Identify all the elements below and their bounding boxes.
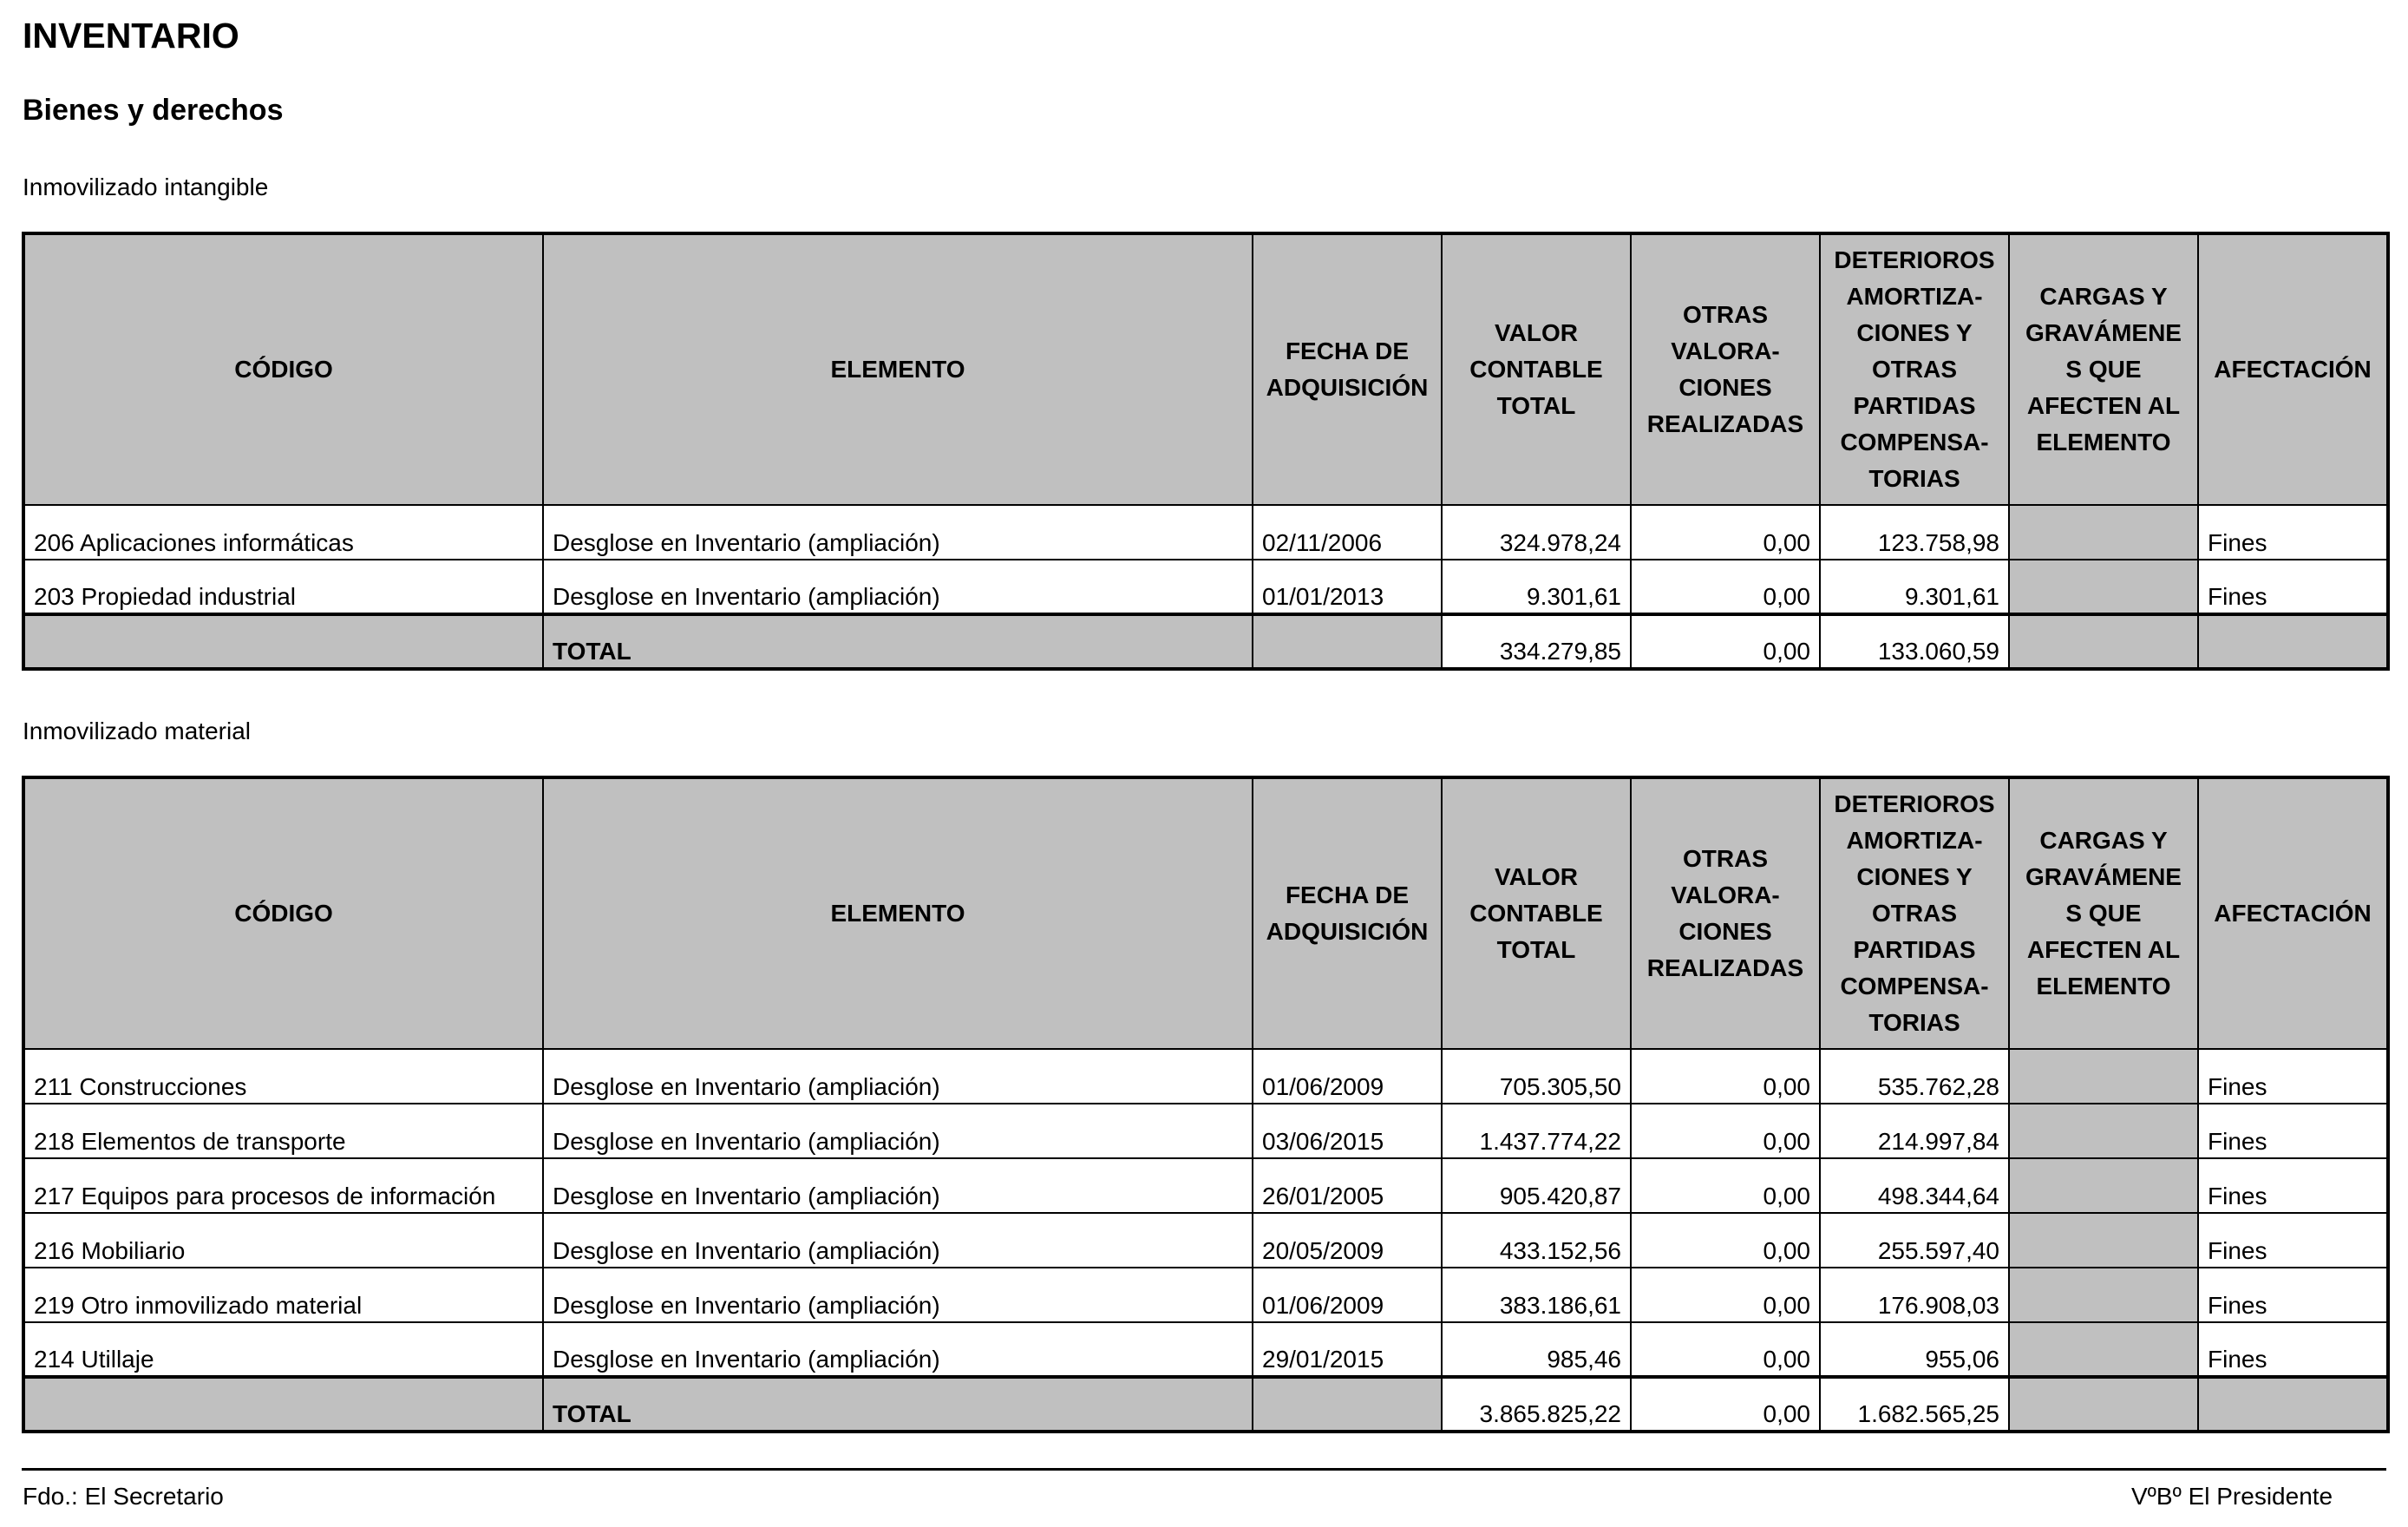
cell-fecha: 01/06/2009	[1253, 1268, 1442, 1322]
cell-codigo: 211 Construcciones	[23, 1049, 543, 1104]
cell-codigo: 214 Utillaje	[23, 1322, 543, 1377]
cell-afectacion: Fines	[2198, 560, 2388, 614]
cell-deterioros: 498.344,64	[1820, 1158, 2009, 1213]
header-valor: VALOR CONTABLE TOTAL	[1442, 777, 1631, 1049]
cell-elemento: Desglose en Inventario (ampliación)	[543, 1104, 1253, 1158]
total-empty-cell	[23, 1377, 543, 1432]
cell-elemento: Desglose en Inventario (ampliación)	[543, 1213, 1253, 1268]
document-subtitle: Bienes y derechos	[23, 94, 284, 127]
cell-otras: 0,00	[1631, 1268, 1820, 1322]
header-cargas: CARGAS Y GRAVÁMENE S QUE AFECTEN AL ELEMENTO	[2009, 777, 2198, 1049]
cell-deterioros: 535.762,28	[1820, 1049, 2009, 1104]
secretary-signature-label: Fdo.: El Secretario	[23, 1483, 224, 1510]
cell-deterioros: 214.997,84	[1820, 1104, 2009, 1158]
total-valor: 3.865.825,22	[1442, 1377, 1631, 1432]
header-deterioros: DETERIOROS AMORTIZA-CIONES Y OTRAS PARTIDAS COMPENSA-TORIAS	[1820, 777, 2009, 1049]
cell-valor: 324.978,24	[1442, 505, 1631, 560]
cell-otras: 0,00	[1631, 505, 1820, 560]
table-row	[23, 1049, 2388, 1104]
total-otras: 0,00	[1631, 614, 1820, 669]
table-row	[23, 1104, 2388, 1158]
cell-cargas	[2009, 1268, 2198, 1322]
cell-codigo: 216 Mobiliario	[23, 1213, 543, 1268]
cell-cargas	[2009, 1213, 2198, 1268]
total-empty-cell	[1253, 1377, 1442, 1432]
cell-codigo: 206 Aplicaciones informáticas	[23, 505, 543, 560]
total-empty-cell	[2198, 614, 2388, 669]
header-fecha: FECHA DE ADQUISICIÓN	[1253, 777, 1442, 1049]
cell-fecha: 20/05/2009	[1253, 1213, 1442, 1268]
header-fecha: FECHA DE ADQUISICIÓN	[1253, 233, 1442, 505]
cell-codigo: 203 Propiedad industrial	[23, 560, 543, 614]
cell-deterioros: 176.908,03	[1820, 1268, 2009, 1322]
cell-fecha: 01/01/2013	[1253, 560, 1442, 614]
cell-valor: 433.152,56	[1442, 1213, 1631, 1268]
cell-fecha: 01/06/2009	[1253, 1049, 1442, 1104]
cell-valor: 1.437.774,22	[1442, 1104, 1631, 1158]
header-deterioros: DETERIOROS AMORTIZA-CIONES Y OTRAS PARTIDAS COMPENSA-TORIAS	[1820, 233, 2009, 505]
cell-cargas	[2009, 560, 2198, 614]
cell-valor: 905.420,87	[1442, 1158, 1631, 1213]
cell-deterioros: 255.597,40	[1820, 1213, 2009, 1268]
footer-divider	[22, 1468, 2386, 1471]
total-valor: 334.279,85	[1442, 614, 1631, 669]
total-row	[23, 614, 2388, 669]
header-codigo: CÓDIGO	[23, 233, 543, 505]
document-title: INVENTARIO	[23, 16, 239, 56]
cell-deterioros: 123.758,98	[1820, 505, 2009, 560]
table-row	[23, 1268, 2388, 1322]
cell-afectacion: Fines	[2198, 1104, 2388, 1158]
cell-valor: 9.301,61	[1442, 560, 1631, 614]
cell-afectacion: Fines	[2198, 1049, 2388, 1104]
total-otras: 0,00	[1631, 1377, 1820, 1432]
header-cargas: CARGAS Y GRAVÁMENE S QUE AFECTEN AL ELEMENTO	[2009, 233, 2198, 505]
cell-elemento: Desglose en Inventario (ampliación)	[543, 1322, 1253, 1377]
cell-otras: 0,00	[1631, 1049, 1820, 1104]
cell-valor: 985,46	[1442, 1322, 1631, 1377]
header-otras: OTRAS VALORA-CIONES REALIZADAS	[1631, 233, 1820, 505]
cell-afectacion: Fines	[2198, 505, 2388, 560]
cell-deterioros: 955,06	[1820, 1322, 2009, 1377]
total-empty-cell	[23, 614, 543, 669]
cell-fecha: 02/11/2006	[1253, 505, 1442, 560]
cell-valor: 383.186,61	[1442, 1268, 1631, 1322]
cell-codigo: 218 Elementos de transporte	[23, 1104, 543, 1158]
cell-elemento: Desglose en Inventario (ampliación)	[543, 505, 1253, 560]
total-empty-cell	[1253, 614, 1442, 669]
cell-valor: 705.305,50	[1442, 1049, 1631, 1104]
total-deterioros: 1.682.565,25	[1820, 1377, 2009, 1432]
inventory-table-intangible	[22, 232, 2390, 671]
president-signature-label: VºBº El Presidente	[2131, 1483, 2333, 1510]
total-label: TOTAL	[543, 614, 1253, 669]
section-title-intangible: Inmovilizado intangible	[23, 174, 269, 200]
cell-cargas	[2009, 1322, 2198, 1377]
header-afectacion: AFECTACIÓN	[2198, 777, 2388, 1049]
cell-otras: 0,00	[1631, 1213, 1820, 1268]
cell-cargas	[2009, 1104, 2198, 1158]
table-row	[23, 1322, 2388, 1377]
cell-elemento: Desglose en Inventario (ampliación)	[543, 560, 1253, 614]
cell-otras: 0,00	[1631, 1322, 1820, 1377]
table-header-row	[23, 233, 2388, 505]
cell-elemento: Desglose en Inventario (ampliación)	[543, 1158, 1253, 1213]
total-label: TOTAL	[543, 1377, 1253, 1432]
cell-otras: 0,00	[1631, 1104, 1820, 1158]
cell-cargas	[2009, 1049, 2198, 1104]
cell-deterioros: 9.301,61	[1820, 560, 2009, 614]
cell-otras: 0,00	[1631, 560, 1820, 614]
cell-codigo: 217 Equipos para procesos de información	[23, 1158, 543, 1213]
header-valor: VALOR CONTABLE TOTAL	[1442, 233, 1631, 505]
cell-afectacion: Fines	[2198, 1158, 2388, 1213]
cell-afectacion: Fines	[2198, 1268, 2388, 1322]
cell-cargas	[2009, 1158, 2198, 1213]
section-title-material: Inmovilizado material	[23, 718, 251, 744]
total-empty-cell	[2009, 614, 2198, 669]
total-empty-cell	[2198, 1377, 2388, 1432]
total-row	[23, 1377, 2388, 1432]
header-elemento: ELEMENTO	[543, 233, 1253, 505]
cell-otras: 0,00	[1631, 1158, 1820, 1213]
inventory-table-material	[22, 776, 2390, 1433]
cell-fecha: 29/01/2015	[1253, 1322, 1442, 1377]
cell-codigo: 219 Otro inmovilizado material	[23, 1268, 543, 1322]
table-row	[23, 1213, 2388, 1268]
cell-afectacion: Fines	[2198, 1322, 2388, 1377]
table-header-row	[23, 777, 2388, 1049]
table-row	[23, 560, 2388, 614]
cell-afectacion: Fines	[2198, 1213, 2388, 1268]
cell-cargas	[2009, 505, 2198, 560]
header-codigo: CÓDIGO	[23, 777, 543, 1049]
table-row	[23, 1158, 2388, 1213]
cell-fecha: 26/01/2005	[1253, 1158, 1442, 1213]
table-row	[23, 505, 2388, 560]
total-empty-cell	[2009, 1377, 2198, 1432]
cell-elemento: Desglose en Inventario (ampliación)	[543, 1049, 1253, 1104]
total-deterioros: 133.060,59	[1820, 614, 2009, 669]
header-otras: OTRAS VALORA-CIONES REALIZADAS	[1631, 777, 1820, 1049]
header-elemento: ELEMENTO	[543, 777, 1253, 1049]
cell-elemento: Desglose en Inventario (ampliación)	[543, 1268, 1253, 1322]
cell-fecha: 03/06/2015	[1253, 1104, 1442, 1158]
header-afectacion: AFECTACIÓN	[2198, 233, 2388, 505]
